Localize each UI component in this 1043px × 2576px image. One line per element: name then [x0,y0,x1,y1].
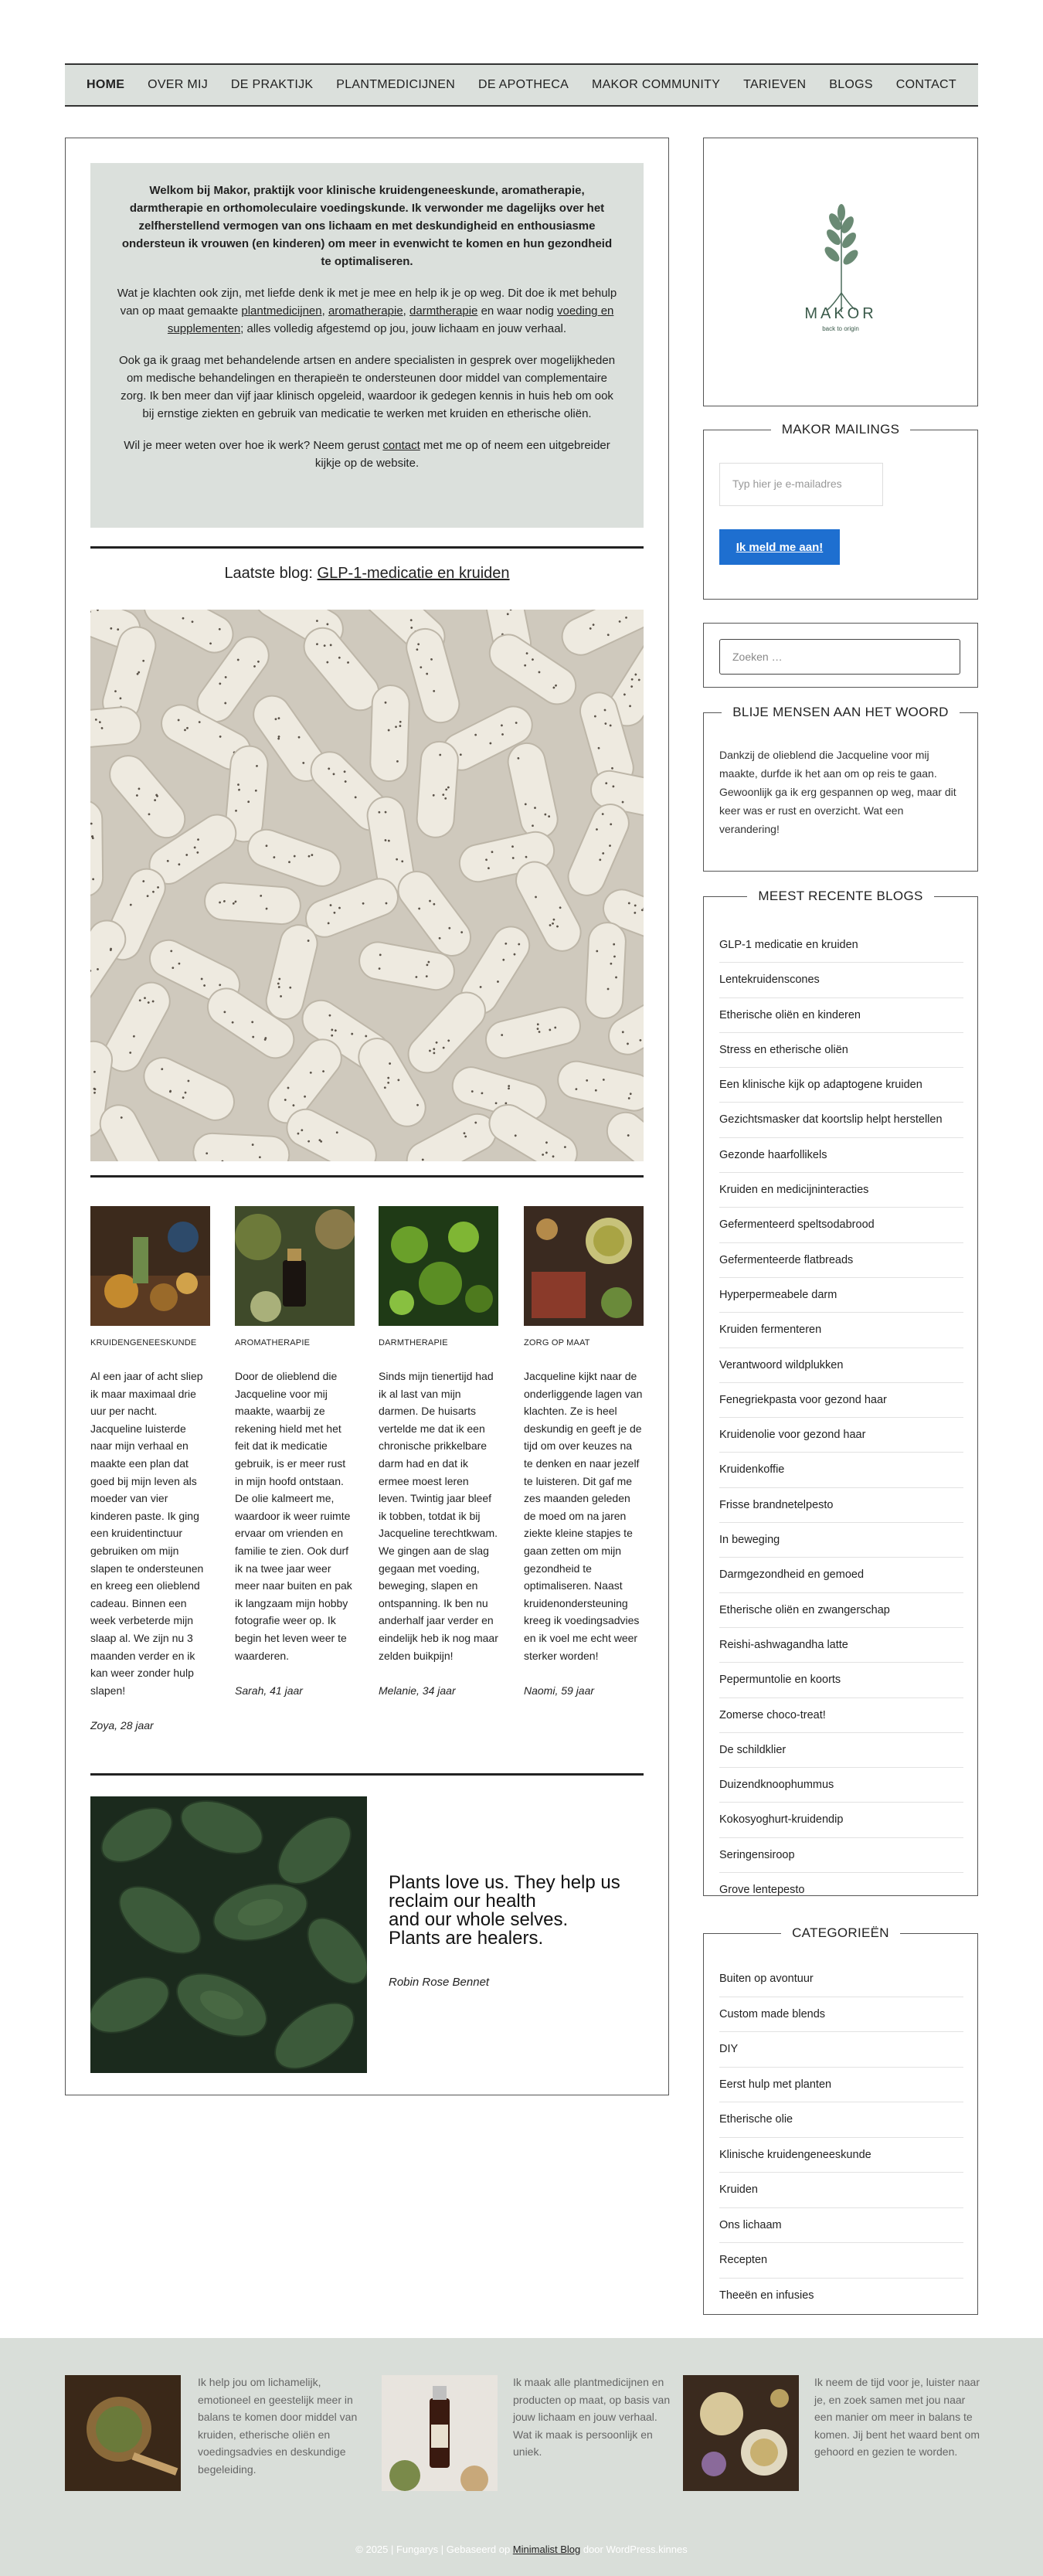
recent-blog-link[interactable]: Stress en etherische oliën [719,1033,963,1068]
link-aromatherapie[interactable]: aromatherapie [328,304,403,318]
link-darmtherapie[interactable]: darmtherapie [409,304,478,318]
recent-blog-link[interactable]: Kruidenolie voor gezond haar [719,1418,963,1453]
recent-blog-link[interactable]: Darmgezondheid en gemoed [719,1558,963,1592]
nav-de-praktijk[interactable]: DE PRAKTIJK [230,78,314,91]
testimonial-category: AROMATHERAPIE [235,1338,311,1347]
logo-name: MAKOR [804,305,877,322]
email-input[interactable]: Typ hier je e-mailadres [719,463,883,506]
link-contact[interactable]: contact [382,439,420,452]
category-link[interactable]: Etherische olie [719,2102,963,2138]
testimonial-author: Melanie, 34 jaar [379,1684,456,1698]
recent-blogs-list [719,928,963,1908]
latest-blog: Laatste blog: GLP-1-medicatie en kruiden [224,565,510,582]
intro-paragraph-4: Wil je meer weten over hoe ik werk? Neem gerust contact met me op of neem een uitgebreider kijkje op de website. [124,439,610,470]
category-link[interactable]: Theeën en infusies [719,2289,814,2302]
nav-blogs[interactable]: BLOGS [829,78,873,91]
widget-title: BLIJE MENSEN AAN HET WOORD [722,705,960,719]
recent-blog-link[interactable]: Grove lentepesto [719,1884,805,1897]
testimonial-author: Sarah, 41 jaar [235,1684,303,1698]
intro-paragraph-2: Wat je klachten ook zijn, met liefde denk ik met je mee en help ik je op weg. Dit doe ik met behulp van op maat gemaakte plantmedicijnen, aromatherapie, darmtherapie en waar nodig voeding en supplementen; alles volledig afgestemd op jou, jouw lichaam en jouw verhaal. [117,287,617,335]
nav-de-apotheca[interactable]: DE APOTHECA [477,78,569,91]
widget-testimonial-text: Dankzij de olieblend die Jacqueline voor mij maakte, durfde ik het aan om op reis te gaan. Gewoonlijk ga ik erg gespannen op weg, maar dit keer was er rust en overzicht. Wat een verandering! [719,749,956,835]
recent-blog-link[interactable]: Verantwoord wildplukken [719,1348,963,1383]
recent-blog-link[interactable]: In beweging [719,1523,963,1558]
leaves-image [90,1796,367,2073]
latest-blog-link[interactable]: GLP-1-medicatie en kruiden [317,565,510,582]
footer-text: Ik maak alle plantmedicijnen en producten op maat, op basis van jouw lichaam en jouw verhaal. Wat ik maak is persoonlijk en uniek. [513,2376,671,2458]
testimonial-card [524,1206,644,1697]
makor-logo[interactable] [704,138,979,407]
recent-blog-link[interactable]: Zomerse choco-treat! [719,1698,963,1733]
recent-blog-link[interactable]: Etherische oliën en kinderen [719,998,963,1033]
testimonial-widget [703,705,978,872]
recent-blog-link[interactable]: Seringensiroop [719,1838,963,1873]
recent-blog-link[interactable]: Duizendknoophummus [719,1768,963,1803]
widget-title: MEEST RECENTE BLOGS [747,889,933,903]
main-navigation [65,63,978,107]
testimonial-author: Zoya, 28 jaar [90,1719,154,1732]
theme-link[interactable]: Minimalist Blog [512,2544,581,2555]
oil-bottle-image [235,1206,355,1326]
gut-bacteria-image [379,1206,498,1326]
recent-blog-link[interactable]: Kokosyoghurt-kruidendip [719,1803,963,1837]
footer-text: Ik help jou om lichamelijk, emotioneel en geestelijk meer in balans te komen door middel van kruiden, etherische oliën en voedingsadvies en deskundige begeleiding. [198,2376,358,2476]
nav-contact[interactable]: CONTACT [895,78,956,91]
category-link[interactable]: Kruiden [719,2173,963,2208]
food-image [524,1206,644,1326]
category-link[interactable]: Klinische kruidengeneeskunde [719,2138,963,2173]
nav-home[interactable]: HOME [87,78,125,91]
testimonial-category: ZORG OP MAAT [524,1338,590,1347]
testimonial-category: DARMTHERAPIE [379,1338,448,1347]
logo-widget [703,138,978,406]
testimonial-text: Al een jaar of acht sliep ik maar maximaal drie uur per nacht. Jacqueline luisterde naar mijn verhaal en maakte een plan dat goed bij mijn leven als moeder van vier kinderen paste. Ik ging een kruidentinctuur gebruiken om mijn slapen te ondersteunen en kreeg een olieblend cadeau. Binnen een week verbeterde mijn slaap al. We zijn nu 3 maanden verder en ik kan weer zonder hulp slapen! [90,1370,204,1697]
divider [90,1175,644,1178]
testimonial-text: Door de olieblend die Jacqueline voor mij maakte, waarbij ze rekening hield met het feit dat ik medicatie gebruik, is er meer rust in mijn hoofd ontstaan. De olie kalmeert me, waardoor ik weer ruimte ervaar om vrienden en familie te zien. Ook durf ik na twee jaar weer meer naar buiten en pak ik langzaam mijn hobby fotografie weer op. Ik begin het leven weer te waarderen. [235,1370,352,1662]
recent-blog-link[interactable]: Etherische oliën en zwangerschap [719,1593,963,1628]
copyright: © 2025 | Fungarys | Gebaseerd op Minimalist Blog door WordPress.kinnes [355,2544,688,2555]
category-link[interactable]: Eerst hulp met planten [719,2068,963,2103]
testimonial-card [235,1206,355,1697]
herbs-bowl-image [65,2375,181,2491]
recent-blog-link[interactable]: GLP-1 medicatie en kruiden [719,928,963,963]
herbs-image [90,1206,210,1326]
recent-blog-link[interactable]: Pepermuntolie en koorts [719,1663,963,1698]
recent-blog-link[interactable]: Kruiden fermenteren [719,1313,963,1347]
testimonial-card [90,1206,210,1731]
testimonial-category: KRUIDENGENEESKUNDE [90,1338,197,1347]
categories-widget [703,1925,978,2315]
footer [0,2338,1043,2576]
recent-blog-link[interactable]: Fenegriekpasta voor gezond haar [719,1383,963,1418]
roller-bottle-image [382,2375,498,2491]
recent-blog-link[interactable]: Een klinische kijk op adaptogene kruiden [719,1068,963,1103]
recent-blog-link[interactable]: Gefermenteerd speltsodabrood [719,1208,963,1242]
category-link[interactable]: Buiten op avontuur [719,1962,963,1997]
recent-blogs-widget [703,889,978,1897]
category-link[interactable]: Recepten [719,2243,963,2279]
link-plantmedicijnen[interactable]: plantmedicijnen [241,304,322,318]
logo-tagline: back to origin [822,325,859,332]
nav-makor-community[interactable]: MAKOR COMMUNITY [591,78,721,91]
nav-plantmedicijnen[interactable]: PLANTMEDICIJNEN [336,78,456,91]
search-input[interactable]: Zoeken … [719,639,960,675]
recent-blog-link[interactable]: Hyperpermeabele darm [719,1278,963,1313]
recent-blog-link[interactable]: Lentekruidenscones [719,963,963,997]
quote-author: Robin Rose Bennet [389,1976,490,1989]
footer-text: Ik neem de tijd voor je, luister naar je, en zoek samen met jou naar een manier om meer in balans te komen. Jij bent het waard bent om gehoord en gezien te worden. [814,2376,980,2458]
testimonial-text: Sinds mijn tienertijd had ik al last van mijn darmen. De huisarts vertelde me dat ik een chronische prikkelbare darm had en dat ik ermee moest leren leven. Twintig jaar bleef ik tobben, totdat ik bij Jacqueline terechtkwam. We gingen aan de slag gegaan met voeding, beweging, slapen en ontspanning. Ik ben nu anderhalf jaar verder en eindelijk heb ik nog maar zelden buikpijn! [379,1370,498,1662]
flowers-bowls-image [683,2375,799,2491]
testimonial-card [379,1206,498,1697]
intro-lead: Welkom bij Makor, praktijk voor klinische kruidengeneeskunde, aromatherapie, darmtherapie en orthomoleculaire voedingskunde. Ik verwonder me dagelijks over het zelfherstellend vermogen van ons lichaam en met deskundigheid en enthousiasme ondersteun ik vrouwen (en kinderen) om meer in evenwicht te komen en hun gezondheid te optimaliseren. [121,184,613,268]
category-link[interactable]: DIY [719,2032,963,2068]
recent-blog-link[interactable]: De schildklier [719,1733,963,1768]
intro-paragraph-3: Ook ga ik graag met behandelende artsen en andere specialisten in gesprek over mogelijkheden om medische behandelingen en therapieën te ondersteunen door middel van complementaire zorg. Ik ben meer dan vijf jaar klinisch opgeleid, waardoor ik gedegen kennis in huis heb om ook bij ernstige ziekten en gebruik van medicatie te werken met kruiden en etherische oliën. [118,354,616,420]
widget-title: MAKOR MAILINGS [771,422,911,437]
intro-box [90,163,644,528]
widget-title: CATEGORIEËN [781,1925,900,1940]
subscribe-button[interactable]: Ik meld me aan! [719,529,840,565]
nav-tarieven[interactable]: TARIEVEN [743,78,807,91]
recent-blog-link[interactable]: Kruidenkoffie [719,1453,963,1487]
recent-blog-link[interactable]: Gefermenteerde flatbreads [719,1243,963,1278]
link-voeding[interactable]: voeding en supplementen [167,304,614,335]
recent-blog-link[interactable]: Gezichtsmasker dat koortslip helpt herstellen [719,1103,963,1137]
recent-blog-link[interactable]: Reishi-ashwagandha latte [719,1628,963,1663]
category-link[interactable]: Ons lichaam [719,2208,963,2244]
mailing-widget [703,422,978,600]
search-widget [703,623,978,688]
category-link[interactable]: Custom made blends [719,1997,963,2033]
main-content [65,138,669,2095]
capsules-image[interactable] [90,610,644,1161]
plant-quote: Plants love us. They help us reclaim our health and our whole selves. Plants are healers. [389,1872,620,1949]
recent-blog-link[interactable]: Kruiden en medicijninteracties [719,1173,963,1208]
divider [90,1773,644,1776]
divider [90,546,644,549]
nav-over-mij[interactable]: OVER MIJ [148,78,209,91]
testimonial-author: Naomi, 59 jaar [524,1684,595,1698]
recent-blog-link[interactable]: Gezonde haarfollikels [719,1138,963,1173]
recent-blog-link[interactable]: Frisse brandnetelpesto [719,1488,963,1523]
testimonial-text: Jacqueline kijkt naar de onderliggende lagen van klachten. Ze is heel deskundig en geeft je de tijd om over keuzes na te denken en naar jezelf te luisteren. Dit gaf me zes maanden geleden de moed om na jaren ziekte kleine stapjes te gaan zetten om mijn gezondheid te optimaliseren. Naast kruidenondersteuning kreeg ik voedingsadvies en ik voel me echt weer sterker worden! [524,1370,643,1662]
categories-list [719,1962,963,2313]
